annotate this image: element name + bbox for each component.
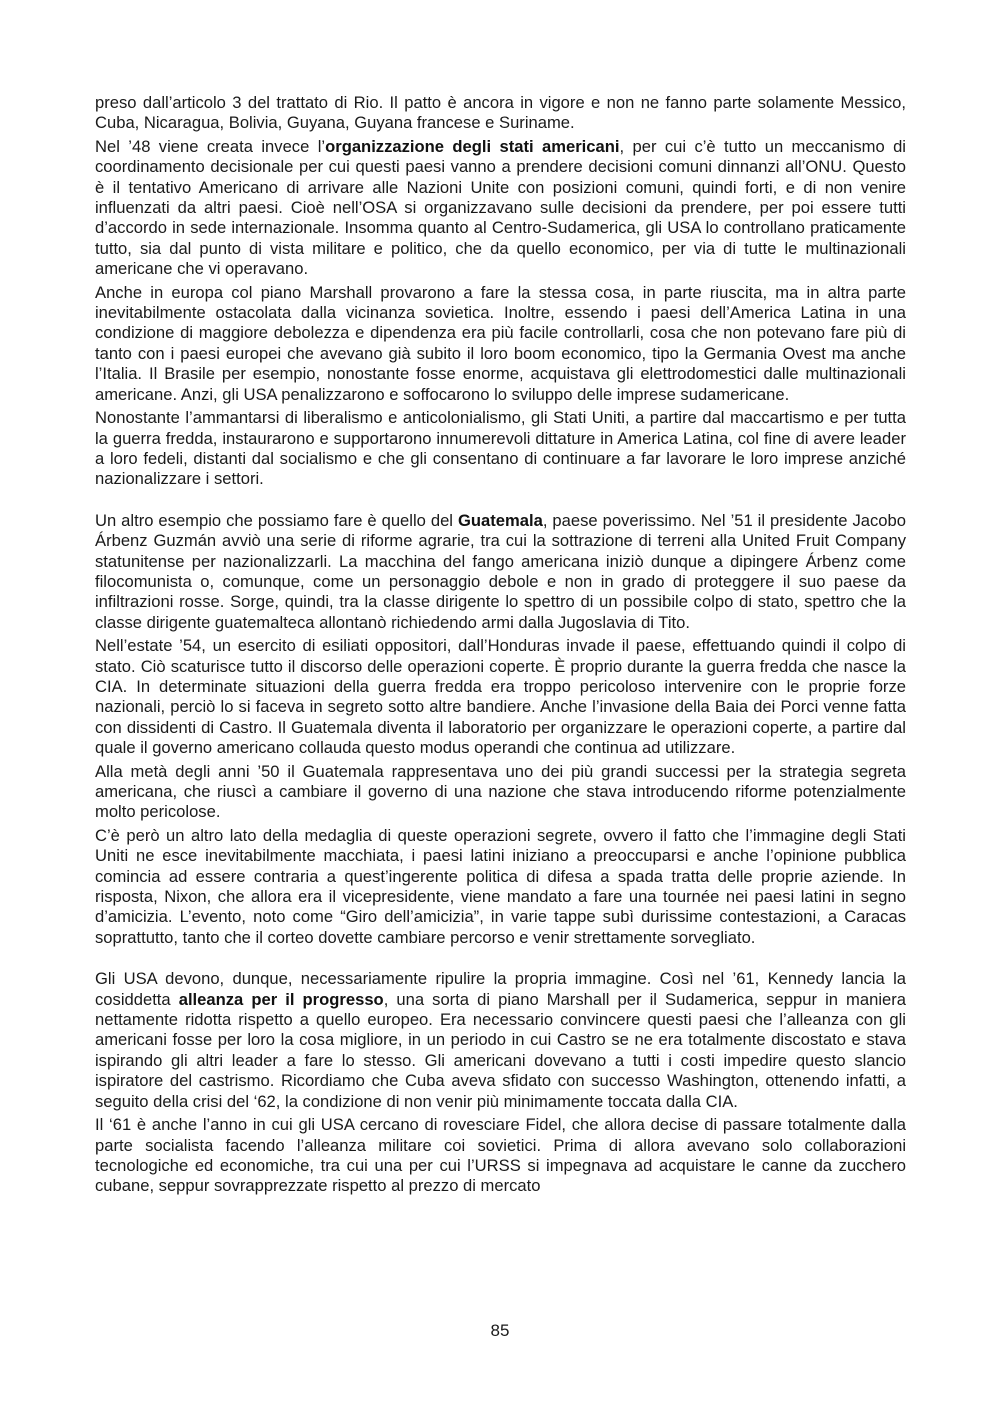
text-run: Il ‘61 è anche l’anno in cui gli USA cercano di rovesciare Fidel, che allora decise di passare totalmente dalla parte socialista facendo l’alleanza militare coi sovietici. Prima di allora avevano solo collaborazioni tecnologiche ed economiche, tra cui una per cui l’URSS si impegnava ad acquistare le canne da zucchero cubane, seppur sovrapprezzate rispetto al prezzo di mercato [95,1115,906,1196]
page-number: 85 [490,1321,510,1340]
paragraph [95,762,906,823]
bold-term: alleanza per il progresso [178,989,384,1009]
paragraph [95,283,906,405]
paragraph [95,137,906,280]
text-run: Alla metà degli anni ’50 il Guatemala rappresentava uno dei più grandi successi per la strategia segreta americana, che riuscì a cambiare il governo di una nazione che stava introducendo riforme potenzialmente molto pericolose. [95,761,906,822]
text-run: C’è però un altro lato della medaglia di queste operazioni segrete, ovvero il fatto che l’immagine degli Stati Uniti ne esce inevitabilmente macchiata, i paesi latini iniziano a preoccuparsi e anche l’opinione pubblica comincia ad essere contraria a quest’ingerente politica di difesa a spada tratta delle proprie aziende. In risposta, Nixon, che allora era il vicepresidente, viene mandato a fare una tournée nei paesi latini in segno d’amicizia. L’evento, noto come “Giro dell’amicizia”, in varie tappe subì durissime contestazioni, a Caracas soprattutto, tanto che il corteo dovette cambiare percorso e venir strettamente sorvegliato. [95,825,906,947]
paragraph [95,408,906,490]
text-run: Nell’estate ’54, un esercito di esiliati oppositori, dall’Honduras invade il paese, effettuando quindi il colpo di stato. Ciò scaturisce tutto il discorso delle operazioni coperte. È proprio durante la guerra fredda che nasce la CIA. In determinate situazioni della guerra fredda era troppo pericoloso intervenire con le proprie forze nazionali, perciò lo si faceva in segreto sotto altre bandiere. Anche l’invasione della Baia dei Porci venne fatta con dissidenti di Castro. Il Guatemala diventa il laboratorio per organizzare le operazioni coperte, a partire dal quale il governo americano collauda questo modus operandi che continua ad utilizzare. [95,636,906,758]
text-run: Nonostante l’ammantarsi di liberalismo e anticolonialismo, gli Stati Uniti, a partire dal maccartismo e per tutta la guerra fredda, instaurarono e supportarono innumerevoli dittature in America Latina, col fine di avere leader a loro fedeli, distanti dal socialismo e che gli consentano di continuare a far lavorare le loro imprese anziché nazionalizzare i settori. [95,408,906,489]
text-run: Nel ’48 viene creata invece l’ [95,136,326,156]
text-run: Un altro esempio che possiamo fare è quello del [95,510,458,530]
text-run: , paese poverissimo. Nel ’51 il presidente Jacobo Árbenz Guzmán avviò una serie di riforme agrarie, tra cui la sottrazione di terreni alla United Fruit Company statunitense per nazionalizzarli. La macchina del fango americana iniziò dunque a dipingere Árbenz come filocomunista o, comunque, come un personaggio debole e non in grado di proteggere il suo paese da infiltrazioni rosse. Sorge, quindi, tra la classe dirigente lo spettro di un possibile colpo di stato, spettro che la classe dirigente guatemalteca allontanò richiedendo armi dalla Jugoslavia di Tito. [95,510,906,632]
paragraph [95,511,906,633]
bold-term: organizzazione degli stati americani [325,136,620,156]
paragraph [95,1115,906,1197]
paragraph [95,826,906,948]
bold-term: Guatemala [457,510,543,530]
text-run: Anche in europa col piano Marshall provarono a fare la stessa cosa, in parte riuscita, ma in altra parte inevitabilmente ostacolata dalla vicinanza sovietica. Inoltre, essendo i paesi dell’America Latina in una condizione di maggiore debolezza e dipendenza era più facile controllarli, cosa che non potevano fare più di tanto con i paesi europei che avevano già subito il loro boom economico, tipo la Germania Ovest ma anche l’Italia. Il Brasile per esempio, nonostante fosse enorme, acquistava gli elettrodomestici dalle multinazionali americane. Anzi, gli USA penalizzarono e soffocarono lo sviluppo delle imprese sudamericane. [95,282,906,404]
document-body [95,93,906,1200]
text-run: , per cui c’è tutto un meccanismo di coordinamento decisionale per cui questi paesi vanno a prendere decisioni comuni dinnanzi all’ONU. Questo è il tentativo Americano di arrivare alle Nazioni Unite con posizioni comuni, quindi forti, e di non venire influenzati da altri paesi. Cioè nell’OSA si organizzavano sulle decisioni da prendere, per poi essere tutti d’accordo in sede internazionale. Insomma quanto al Centro-Sudamerica, gli USA lo controllano praticamente tutto, sia dal punto di vista militare e politico, che da quello economico, per via di tutte le multinazionali americane che vi operavano. [95,136,906,279]
text-run: preso dall’articolo 3 del trattato di Rio. Il patto è ancora in vigore e non ne fanno parte solamente Messico, Cuba, Nicaragua, Bolivia, Guyana, Guyana francese e Suriname. [95,93,906,133]
paragraph [95,969,906,1112]
text-run: Gli USA devono, dunque, necessariamente ripulire la propria immagine. Così nel ’61, Kennedy lancia la cosiddetta [95,969,906,1009]
paragraph [95,636,906,758]
paragraph [95,93,906,134]
text-run: , una sorta di piano Marshall per il Sudamerica, seppur in maniera nettamente ridotta rispetto a quello europeo. Era necessario convincere questi paesi che l’alleanza con gli americani fosse per loro la cosa migliore, in un periodo in cui Castro se ne era totalmente discostato e stava ispirando gli altri leader a fare lo stesso. Gli americani dovevano a tutti i costi impedire questo slancio ispiratore del castrismo. Ricordiamo che Cuba aveva sfidato con successo Washington, ottenendo infatti, a seguito della crisi del ‘62, la condizione di non venir più minimamente toccata dalla CIA. [95,989,907,1111]
